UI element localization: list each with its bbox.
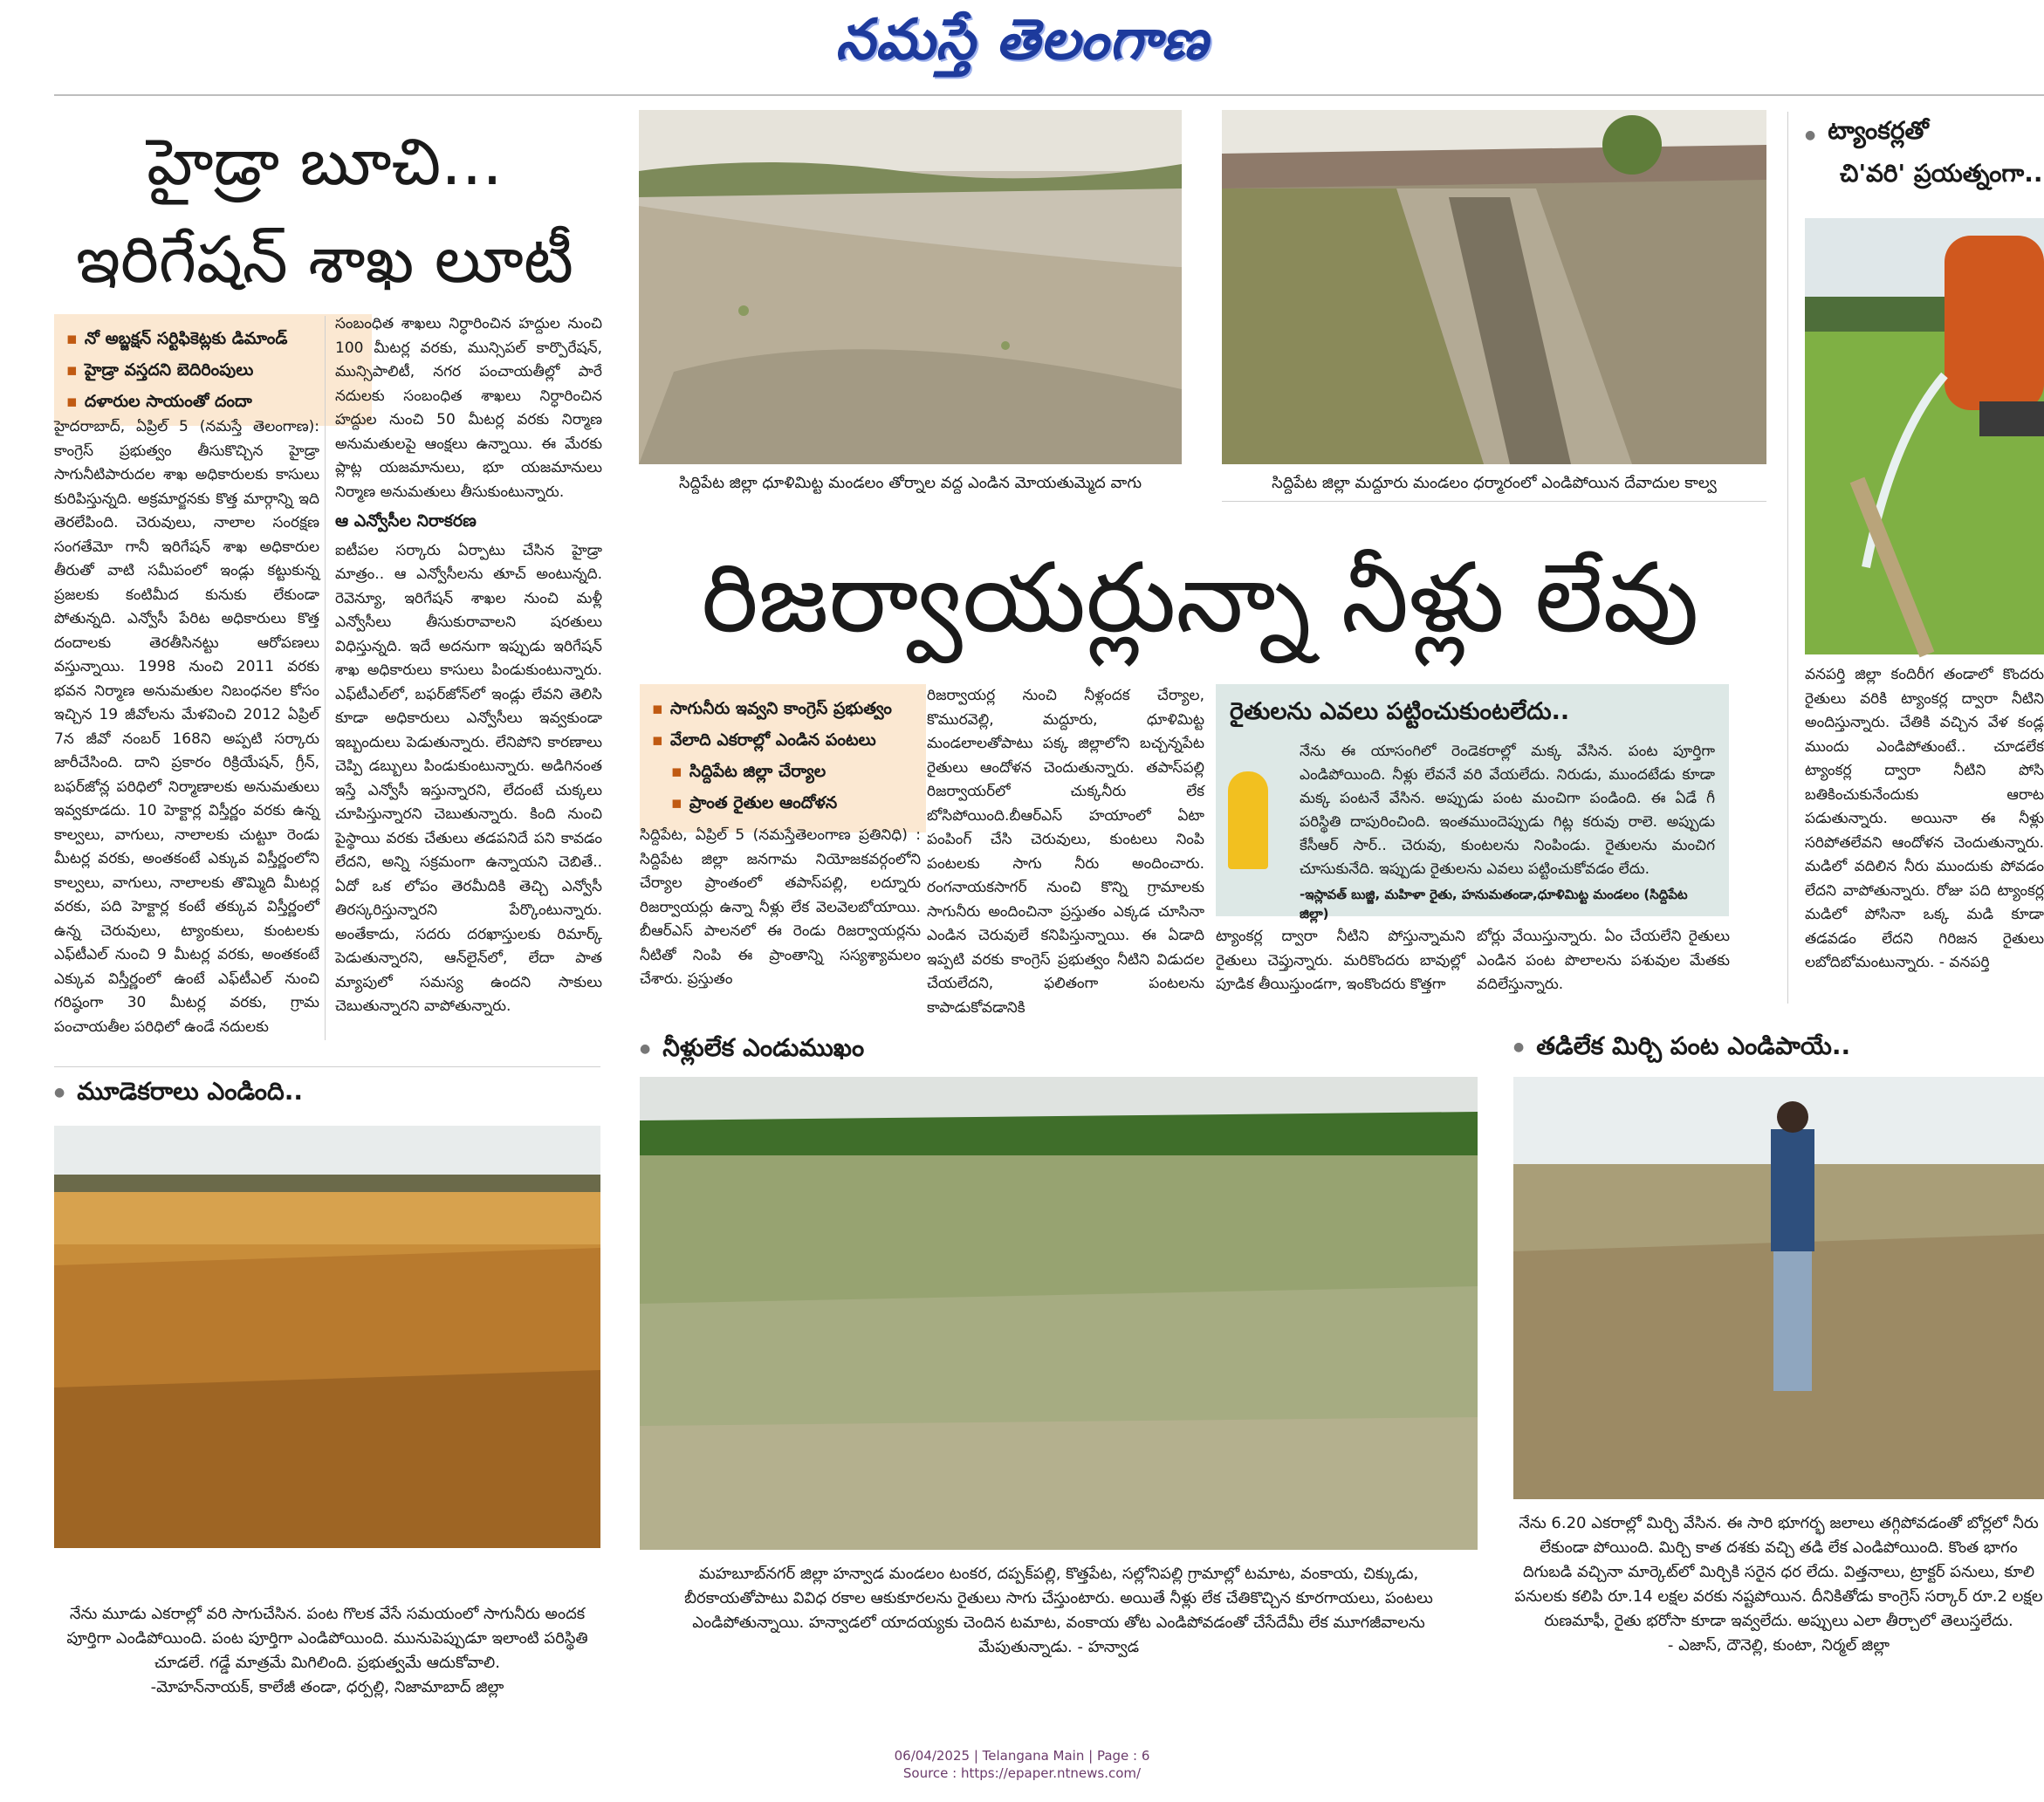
section-caption: మహబూబ్‌నగర్ జిల్లా హన్వాడ మండలం టంకర, దప్పక్‌పల్లి, కొత్తపేట, సల్లోనిపల్లి గ్రామాల్లో టమాట, వంకాయ, చిక్కుడు, బీరకాయతోపాటు వివిధ రకాల ఆకుకూరలను రైతులు సాగు చేస్తుంటారు. అయితే నీళ్లు లేక చేతికొచ్చిన కూరగాయలు, పంటలు ఎండిపోతున్నాయి. హన్వాడలో యాదయ్యకు చెందిన టమాట, వంకాయ తోట ఎండిపోవడంతో చేసేదేమీ లేక మూగజీవాలను మేపుతున్నాడు. - హన్వాడ — [684, 1565, 1433, 1656]
dry-vegetables-image — [640, 1077, 1478, 1550]
left-article-subhead: ఆ ఎన్వోసీల నిరాకరణ — [335, 511, 477, 531]
bullet-item: ▪ సాగునీరు ఇవ్వని కాంగ్రెస్ ప్రభుత్వం — [652, 693, 914, 724]
main-headline: రిజర్వాయర్లున్నా నీళ్లు లేవు — [701, 542, 1699, 654]
photo-dry-canal — [1222, 110, 1766, 464]
main-article-col1: సిద్దిపేట, ఏప్రిల్ 5 (నమస్తేతెలంగాణ ప్రతినిధి) : సిద్దిపేట జిల్లా జనగామ నియోజకవర్గంలోని చేర్యాల ప్రాంతంలో తపాస్‌పల్లి, లద్నూరు రిజర్వాయర్లు ఉన్నా నీళ్లు లేక వెలవెలబోయాయి. బీఆర్‌ఎస్ పాలనలో ఈ రెండు రిజర్వాయర్లను నీటితో నింపి ఈ ప్రాంతాన్ని సస్యశ్యామలం చేశారు. ప్రస్తుతం — [640, 826, 921, 988]
right-column-body: వనపర్తి జిల్లా కందిరీగ తండాలో కొందరు రైతులు వరికి ట్యాంకర్ల ద్వారా నీటిని అందిస్తున్నారు. చేతికి వచ్చిన వేళ కండ్ల ముందు ఎండిపోతుంటే.. చూడలేక ట్యాంకర్ల ద్వారా నీటిని పోసి బతికించుకునేందుకు ఆరాట పడుతున్నారు. అయినా ఈ నీళ్లు సరిపోతలేవని ఆందోళన చెందుతున్నారు. మడిలో వదిలిన నీరు ముందుకు పోవడం లేదని వాపోతున్నారు. రోజు పది ట్యాంకర్ల మడిలో పోసినా ఒక్క మడి కూడా తడవడం లేదని గిరిజన రైతులు లబోదిబోమంటున్నారు. - వనపర్తి — [1805, 666, 2044, 971]
photo-caption: సిద్దిపేట జిల్లా ధూళిమిట్ట మండలం తోర్నాల వద్ద ఎండిన మోయతుమ్మెద వాగు — [678, 474, 1142, 492]
right-head-line2: చి'వరి' ప్రయత్నంగా.. — [1840, 159, 2043, 188]
section-head-chilli: ● తడిలేక మిర్చి పంట ఎండిపాయే.. — [1513, 1031, 2044, 1066]
left-article-col2a: సంబంధిత శాఖలు నిర్ధారించిన హద్దుల నుంచి 100 మీటర్ల వరకు, మున్సిపల్ కార్పొరేషన్, మున్సిపాలిటీ, నగర పంచాయతీల్లో పారే నదులకు సంబంధిత శాఖలు నిర్ధారించిన హద్దుల నుంచి 50 మీటర్ల వరకు నిర్మాణ అనుమతులపై ఆంక్షలు ఉన్నాయి. ఈ మేరకు ప్లాట్ల యజమానులు, భూ యజమానులు నిర్మాణ అనుమతులు తీసుకుంటున్నారు. — [335, 315, 602, 501]
main-bullet-box — [640, 684, 926, 832]
right-column-head — [1805, 112, 2044, 193]
footer-edition: 06/04/2025 | Telangana Main | Page : 6 — [894, 1748, 1150, 1764]
dry-stream-image — [639, 110, 1182, 464]
quote-body: నేను ఈ యాసంగిలో రెండెకరాల్లో మక్క వేసిన. పంట పూర్తిగా ఎండిపోయింది. నీళ్లు లేవనే వరి వేయలేదు. నిరుడు, ముందటేడు కూడా మక్క పంటనే వేసిన. అప్పుడు పంట మంచిగా పండింది. ఈ ఏడే గీ పరిస్థితి దాపురించింది. ఇంతముందెప్పుడు గిట్ల కరువు రాలె. అప్పుడు కేసీఆర్ సార్.. చెరువు, కుంటలను నింపిండు. రైతులను మంచిగ చూసుకునేది. ఇప్పుడు రైతులను ఎవలు పట్టించుకోవడం లేదు. — [1300, 743, 1715, 878]
photo-caption: సిద్దిపేట జిల్లా మద్దూరు మండలం ధర్మారంలో ఎండిపోయిన దేవాదుల కాల్వ — [1272, 474, 1717, 492]
photo-dry-stream — [639, 110, 1182, 464]
left-headline-line1: హైడ్రా బూచి... — [147, 125, 503, 200]
left-headline — [54, 113, 595, 309]
bullet-item: ▪ నో అబ్జక్షన్ సర్టిఫికెట్లకు డిమాండ్ — [66, 323, 360, 354]
dry-canal-image — [1222, 110, 1766, 464]
caption-rule — [1222, 501, 1766, 502]
section-caption — [1513, 1511, 2044, 1668]
column-divider — [325, 316, 326, 1040]
bullet-item-continued: ▪ సిద్దిపేట జిల్లా చేర్యాల — [652, 756, 914, 787]
masthead-logo: నమస్తే తెలంగాణ — [835, 7, 1209, 72]
section-divider — [54, 1066, 600, 1067]
footer-source[interactable]: Source : https://epaper.ntnews.com/ — [902, 1765, 1142, 1781]
dry-chilli-image — [1513, 1077, 2044, 1499]
page-footer — [0, 1747, 2044, 1782]
caption-attribution: -మోహన్‌నాయక్, కాలేజీ తండా, ధర్పల్లి, నిజామాబాద్ జిల్లా — [150, 1678, 504, 1696]
right-head-line1: ● ట్యాంకర్లతో — [1805, 116, 1929, 145]
caption-attribution: - ఎజాస్, దౌనెల్లి, కుంటా, నిర్మల్ జిల్లా — [1667, 1636, 1890, 1655]
left-article-col2b: ఐటీపల సర్కారు ఏర్పాటు చేసిన హైడ్రా మాత్రం.. ఆ ఎన్వోసీలను తూచ్ అంటున్నది. రెవెన్యూ, ఇరిగేషన్ శాఖల నుంచి మళ్లీ ఎన్వోసీలు తీసుకురావాలని షరతులు విధిస్తున్నది. ఇదే అదనుగా ఇప్పుడు ఇరిగేషన్ శాఖ అధికారులు కాసులు పిండుకుంటున్నారు. ఎఫ్‌టీఎల్‌లో, బఫర్‌జోన్‌లో ఇండ్లు లేవని తెలిసి కూడా అధికారులు ఎన్వోసీలు ఇవ్వకుండా ఇబ్బందులు పెడుతున్నారు. లేనిపోని కారణాలు చెప్పి డబ్బులు పిండుకుంటున్నారు. అడిగినంత ఇస్తే ఎన్వోసీ ఇస్తున్నారని, లేదంటే చుక్కలు చూపిస్తున్నారని చెబుతున్నారు. కింది నుంచి పైస్థాయి వరకు చేతులు తడపనిదే పని కావడం లేదని, అన్ని సక్రమంగా ఉన్నాయని చెబితే.. ఏదో ఒక లోపం తెరమీదికి తెచ్చి ఎన్వోసీ తిరస్కరిస్తున్నారని పేర్కొంటున్నారు. అంతేకాదు, సదరు దరఖాస్తులకు రిమార్క్ పెడుతున్నారని, ఆన్‌లైన్‌లో, లేదా పాత మ్యాపులో సమస్య ఉందని సాకులు చెబుతున్నారని వాపోతున్నారు. — [335, 541, 602, 1015]
quote-title: రైతులను ఎవలు పట్టించుకుంటలేదు.. — [1230, 698, 1570, 725]
main-article-col3: ట్యాంకర్ల ద్వారా నీటిని పోస్తున్నామని రైతులు చెప్తున్నారు. మరికొందరు బావుల్లో పూడిక తీయిస్తుండగా, ఇంకొందరు కొత్తగా — [1216, 928, 1465, 993]
bullet-item: ▪ వేలాది ఎకరాల్లో ఎండిన పంటలు — [652, 724, 914, 756]
section-head-paddy: ● మూడెకరాలు ఎండింది.. — [54, 1077, 600, 1112]
masthead-rule — [54, 94, 2044, 96]
bullet-item: ▪ హైడ్రా వస్తదని బెదిరింపులు — [66, 354, 360, 386]
dry-paddy-image — [54, 1126, 600, 1548]
caption-text: నేను 6.20 ఎకరాల్లో మిర్చి వేసిన. ఈ సారి భూగర్భ జలాలు తగ్గిపోవడంతో బోర్లలో నీరు లేకుండా పోయింది. మిర్చి కాత దశకు వచ్చి తడి లేక ఎండిపోయింది. కొంత భాగం దిగుబడి వచ్చినా మార్కెట్‌లో మిర్చికి సరైన ధర లేదు. విత్తనాలు, ట్రాక్టర్ పనులు, కూలి పనులకు కలిపి రూ.14 లక్షల వరకు నష్టపోయిన. దీనికితోడు కాంగ్రెస్ సర్కార్ రూ.2 లక్షల రుణమాఫీ, రైతు భరోసా కూడా ఇవ్వలేదు. అప్పులు ఎలా తీర్చాలో తెలుస్తలేదు. — [1514, 1514, 2043, 1630]
section-head-vegetables: ● నీళ్లులేక ఎండుముఖం — [640, 1033, 1478, 1068]
caption-text: నేను మూడు ఎకరాల్లో వరి సాగుచేసిన. పంట గొలక వేసే సమయంలో సాగునీరు అందక పూర్తిగా ఎండిపోయింది. పంట పూర్తిగా ఎండిపోయింది. మునుపెప్పుడూ ఇలాంటి పరిస్థితి చూడలే. గడ్డే మాత్రమే మిగిలింది. ప్రభుత్వమే ఆదుకోవాలి. — [66, 1605, 588, 1672]
bullet-item: ▪ దళారుల సాయంతో దందా — [66, 386, 360, 417]
photo-chilli — [1513, 1077, 2044, 1499]
bullet-item-continued: ▪ ప్రాంత రైతుల ఆందోళన — [652, 787, 914, 819]
main-article-col2: రిజర్వాయర్ల నుంచి నీళ్లందక చేర్యాల, కొమురవెల్లి, మద్దూరు, ధూళిమిట్ట మండలాలతోపాటు పక్క జిల్లాలోని బచ్చన్నపేట రైతులు ఆందోళన చెందుతున్నారు. తపాస్‌పల్లి రిజర్వాయర్‌లో చుక్కనీరు లేక బోసిపోయింది.బీఆర్‌ఎస్ హయాంలో ఏటా పంపింగ్ చేసి చెరువులు, కుంటలు నింపి పంటలకు సాగు నీరు అందించారు. రంగనాయకసాగర్ నుంచి కొన్ని గ్రామాలకు సాగునీరు అందించినా ప్రస్తుతం ఎక్కడ చూసినా ఎండిన చెరువులే కనిపిస్తున్నాయి. ఈ ఏడాది ఇప్పటి వరకు కాంగ్రెస్ ప్రభుత్వం నీటిని విడుదల చేయలేదని, ఫలితంగా పంటలను కాపాడుకోవడానికి — [927, 687, 1204, 1017]
left-headline-line2: ఇరిగేషన్ శాఖ లూటీ — [76, 223, 573, 298]
photo-paddy — [54, 1126, 600, 1548]
section-caption — [54, 1602, 600, 1707]
photo-vegetables — [640, 1077, 1478, 1550]
photo-tanker — [1805, 218, 2044, 654]
quote-mark-icon — [1228, 771, 1268, 869]
column-divider — [1787, 112, 1788, 1004]
quote-attribution: -ఇస్లావత్ బుజ్జి, మహిళా రైతు, హనుమతండా,ధూళిమిట్ట మండలం (సిద్దిపేట జిల్లా) — [1300, 887, 1688, 922]
farmer-quote-box — [1216, 684, 1729, 922]
main-article-col4: బోర్లు వేయిస్తున్నారు. ఏం చేయలేని రైతులు ఎండిన పంట పొలాలను పశువుల మేతకు వదిలేస్తున్నారు. — [1477, 928, 1730, 993]
left-article-col1: హైదరాబాద్, ఏప్రిల్ 5 (నమస్తే తెలంగాణ): కాంగ్రెస్ ప్రభుత్వం తీసుకొచ్చిన హైడ్రా సాగునీటిపారుదల శాఖ అధికారులకు కాసులు కురిపిస్తున్నది. అక్రమార్జనకు కొత్త మార్గాన్ని ఇది తెరలేపింది. చెరువులు, నాలాల సంరక్షణ సంగతేమో గానీ ఇరిగేషన్ శాఖ అధికారుల తీరుతో వాటి సమీపంలో ఇండ్లు కట్టుకున్న ప్రజలకు కంటిమీద కునుకు లేకుండా పోతున్నది. ఎన్వోసీ పేరిట అధికారులు కొత్త దందాలకు తెరతీసినట్టు ఆరోపణలు వస్తున్నాయి. 1998 నుంచి 2011 వరకు భవన నిర్మాణ అనుమతుల నిబంధనల కోసం ఇచ్చిన 19 జీవోలను మేళవించి 2012 ఏప్రిల్ 7న జీవో నంబర్ 168ని అప్పటి సర్కారు జారీచేసింది. దాని ప్రకారం రిక్రియేషన్, గ్రీన్, బఫర్‌జోన్ల పరిధిలో నిర్మాణాలకు అనుమతులు ఇవ్వకూడదు. 10 హెక్టార్ల విస్తీర్ణం వరకు ఉన్న కాల్వలు, వాగులు, నాలాలకు చుట్టూ రెండు మీటర్ల వరకు, అంతకంటే ఎక్కువ విస్తీర్ణంలోని కాల్వలు, వాగులు, నాలాలకు తొమ్మిది మీటర్ల వరకు, పది హెక్టార్ల కంటే తక్కువ విస్తీర్ణంలో ఉన్న చెరువులు, ట్యాంకులు, కుంటలకు ఎఫ్‌టీఎల్ నుంచి 9 మీటర్ల వరకు, అంతకంటే ఎక్కువ విస్తీర్ణంలో ఉంటే ఎఫ్‌టీఎల్ నుంచి గరిష్ఠంగా 30 మీటర్ల వరకు, గ్రామ పంచాయతీల పరిధిలో ఉండే నదులకు — [54, 418, 319, 1036]
left-article-col2 — [335, 312, 602, 1044]
tanker-image — [1805, 218, 2044, 654]
